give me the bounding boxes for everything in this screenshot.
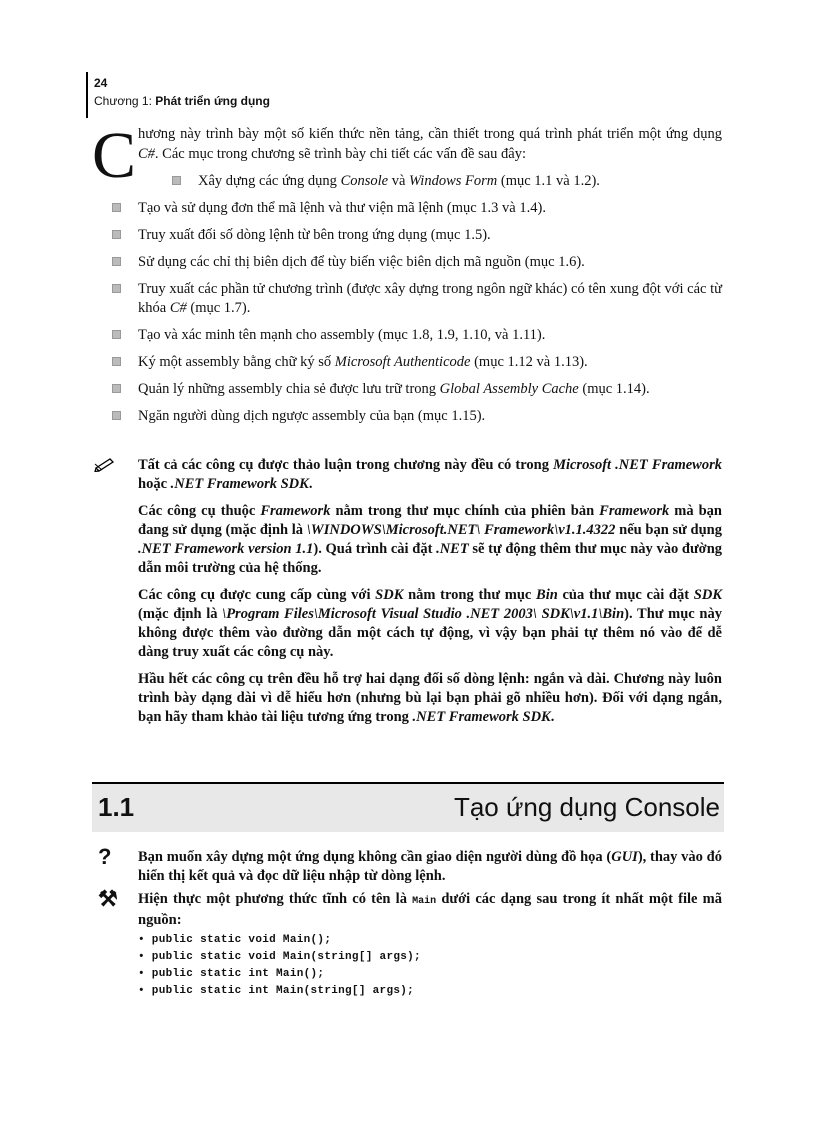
bullet-list — [108, 172, 722, 434]
note-em: Bin — [536, 587, 558, 603]
note-em: SDK — [375, 587, 404, 603]
chapter-label: Chương 1: — [94, 94, 152, 108]
note-em: \Program Files\Microsoft Visual Studio .NET 2003\ SDK\v1.1\Bin — [222, 606, 625, 622]
note-text: của thư mục cài đặt — [557, 587, 694, 603]
bullet-text: (mục 1.1 và 1.2). — [497, 173, 600, 189]
note-block — [92, 456, 722, 735]
intro-line-2b: . Các mục trong chương sẽ trình bày chi tiết các vấn đề sau đây: — [154, 146, 526, 162]
question-mark-icon: ? — [98, 844, 112, 869]
solution-block — [92, 886, 722, 1000]
square-bullet-icon — [112, 330, 121, 339]
note-text: Các công cụ được cung cấp cùng với — [138, 587, 376, 603]
list-item — [108, 380, 722, 399]
note-text: sẽ tự động thêm thư mục này vào đường dẫn môi trường của hệ thống. — [138, 541, 723, 576]
bullet-text: Xây dựng các ứng dụng — [198, 173, 341, 189]
note-em: .NET Framework SDK — [170, 476, 309, 492]
chapter-title: Phát triển ứng dụng — [155, 94, 270, 108]
problem-text-part: Bạn muốn xây dựng một ứng dụng không cần giao diện người dùng đồ họa ( — [138, 849, 612, 865]
square-bullet-icon — [112, 257, 121, 266]
note-em: .NET Framework SDK — [412, 709, 551, 725]
square-bullet-icon — [112, 411, 121, 420]
note-text: nếu bạn sử dụng — [615, 522, 722, 538]
note-text: mà bạn đang sử dụng (mặc định là — [138, 503, 722, 538]
list-item — [108, 226, 722, 245]
chapter-heading — [94, 94, 270, 108]
section-number: 1.1 — [98, 792, 135, 822]
problem-em: GUI — [611, 849, 638, 865]
square-bullet-icon — [112, 384, 121, 393]
note-paragraph — [138, 586, 722, 662]
note-text: ). Thư mục này không được thêm vào đường dẫn một cách tự động, vì vậy bạn phải tự thêm nó vào để dễ dàng truy xuất các công cụ này. — [138, 606, 722, 660]
note-paragraph — [138, 670, 722, 727]
bullet-em: C# — [169, 300, 187, 316]
note-em: SDK — [693, 587, 722, 603]
list-item — [108, 353, 722, 372]
bullet-text: và — [388, 173, 410, 189]
bullet-em: Console — [340, 173, 389, 189]
bullet-text: Quản lý những assembly chia sẻ được lưu trữ trong — [138, 381, 440, 397]
square-bullet-icon — [112, 203, 121, 212]
list-item — [108, 407, 722, 426]
page-number: 24 — [94, 76, 108, 90]
intro-em: C# — [138, 146, 155, 162]
problem-block — [92, 844, 722, 886]
note-text: nằm trong thư mục — [403, 587, 537, 603]
bullet-text: Tạo và sử dụng đơn thể mã lệnh và thư viện mã lệnh (mục 1.3 và 1.4). — [138, 200, 546, 216]
code-line: • public static void Main(string[] args); — [138, 951, 421, 963]
page-header — [86, 72, 270, 118]
square-bullet-icon — [112, 284, 121, 293]
bullet-text: Ngăn người dùng dịch ngược assembly của bạn (mục 1.15). — [138, 408, 486, 424]
note-text: . — [550, 709, 555, 725]
section-title: Tạo ứng dụng Console — [453, 792, 720, 822]
code-line: • public static int Main(string[] args); — [138, 985, 415, 997]
bullet-em: Microsoft Authenticode — [334, 354, 471, 370]
list-item — [108, 199, 722, 218]
note-body — [138, 456, 722, 727]
solution-text-part: dưới các dạng sau trong ít nhất một file mã nguồn: — [138, 891, 722, 928]
pencil-note-icon — [94, 456, 116, 472]
solution-text — [138, 890, 722, 930]
note-text: . — [308, 476, 313, 492]
section-heading — [92, 782, 724, 832]
bullet-text: Tạo và xác minh tên mạnh cho assembly (mục 1.8, 1.9, 1.10, và 1.11). — [138, 327, 546, 343]
bullet-text: Truy xuất đối số dòng lệnh từ bên trong ứng dụng (mục 1.5). — [138, 227, 491, 243]
solution-text-part: Hiện thực một phương thức tĩnh có tên là — [138, 891, 413, 907]
bullet-text: Sử dụng các chỉ thị biên dịch để tùy biến việc biên dịch mã nguồn (mục 1.6). — [138, 254, 585, 270]
square-bullet-icon — [172, 176, 181, 185]
bullet-text: Truy xuất các phần tử chương trình (được xây dựng trong ngôn ngữ khác) có tên xung đột với các từ khóa — [138, 281, 722, 316]
note-text: Hầu hết các công cụ trên đều hỗ trợ hai dạng đối số dòng lệnh: ngắn và dài. Chương này luôn trình bày dạng dài vì dễ hiểu hơn (nhưng bù lại bạn phải gõ nhiều hơn). Đối với dạng ngắn, bạn hãy tham khảo tài liệu tương ứng trong — [138, 671, 722, 725]
code-line: • public static int Main(); — [138, 968, 325, 980]
intro-text — [138, 124, 722, 164]
list-item — [108, 253, 722, 272]
list-item — [108, 280, 722, 318]
note-em: Framework — [260, 503, 331, 519]
bullet-text: (mục 1.12 và 1.13). — [470, 354, 588, 370]
note-text: (mặc định là — [138, 606, 223, 622]
square-bullet-icon — [112, 230, 121, 239]
square-bullet-icon — [112, 357, 121, 366]
bullet-em: Global Assembly Cache — [439, 381, 579, 397]
bullet-text: (mục 1.7). — [186, 300, 251, 316]
intro-line-1: hương này trình bày một số kiến thức nền tảng, cần thiết trong quá trình phát triển — [138, 126, 634, 142]
note-em: .NET — [436, 541, 469, 557]
code-list — [138, 932, 722, 1000]
note-text: Tất cả các công cụ được thảo luận trong chương này đều có trong — [138, 457, 554, 473]
note-text: nằm trong thư mục chính của phiên bản — [330, 503, 600, 519]
code-line: • public static void Main(); — [138, 934, 332, 946]
problem-text-part: ), thay vào đó hiển thị kết quả và đọc dữ liệu nhập từ dòng lệnh. — [138, 849, 722, 884]
list-item — [168, 172, 722, 191]
list-item — [108, 326, 722, 345]
note-em: Microsoft .NET Framework — [553, 457, 722, 473]
bullet-em: Windows Form — [409, 173, 498, 189]
tools-icon: ⚒ — [98, 886, 118, 911]
intro-line-2a: một ứng dụng — [638, 126, 723, 142]
note-paragraph — [138, 456, 722, 494]
note-text: Các công cụ thuộc — [138, 503, 261, 519]
note-paragraph — [138, 502, 722, 578]
bullet-text: (mục 1.14). — [578, 381, 650, 397]
note-em: .NET Framework version 1.1 — [138, 541, 314, 557]
problem-text — [138, 848, 722, 886]
note-text: hoặc — [138, 476, 171, 492]
inline-code: Main — [412, 896, 437, 907]
note-text: ). Quá trình cài đặt — [313, 541, 437, 557]
drop-cap: C — [92, 119, 137, 192]
note-em: Framework — [599, 503, 670, 519]
bullet-text: Ký một assembly bằng chữ ký số — [138, 354, 335, 370]
note-em: \WINDOWS\Microsoft.NET\ Framework\v1.1.4322 — [306, 522, 616, 538]
